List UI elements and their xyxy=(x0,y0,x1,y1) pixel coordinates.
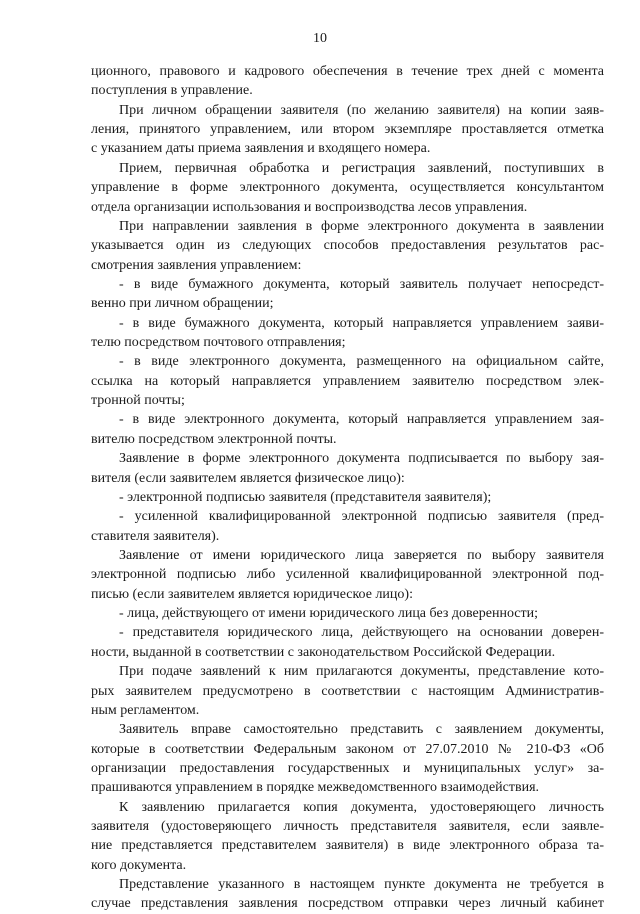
text-line: - лица, действующего от имени юридического лица без доверенности; xyxy=(119,606,539,622)
text-line: ние представляется представителем заявителя) в виде электронного образа та- xyxy=(91,838,604,854)
text-line: случае представления заявления посредством отправки через личный кабинет xyxy=(91,896,604,912)
text-line: электронной подписью либо усиленной квалифицированной электронной под- xyxy=(91,567,604,583)
text-line: ставителя заявителя). xyxy=(91,528,220,544)
text-line: телю посредством почтового отправления; xyxy=(91,335,346,351)
document-body xyxy=(91,62,604,914)
text-line: вителю посредством электронной почты. xyxy=(91,431,337,447)
text-line: Прием, первичная обработка и регистрация заявлений, поступивших в xyxy=(119,160,604,176)
text-line: поступления в управление. xyxy=(91,83,253,99)
text-line: Заявитель вправе самостоятельно представить с заявлением документы, xyxy=(119,722,604,738)
text-line: ссылка на который направляется управлением заявителю посредством элек- xyxy=(91,373,604,389)
text-line: При направлении заявления в форме электронного документа в заявлении xyxy=(119,218,604,234)
text-line: смотрения заявления управлением: xyxy=(91,257,302,273)
text-line: К заявлению прилагается копия документа, удостоверяющего личность xyxy=(119,799,604,815)
text-line: прашиваются управлением в порядке межведомственного взаимодействия. xyxy=(91,780,540,796)
text-line: управление в форме электронного документа, осуществляется консультантом xyxy=(91,180,604,196)
text-line: тронной почты; xyxy=(91,393,185,409)
text-line: отдела организации использования и воспроизводства лесов управления. xyxy=(91,199,528,215)
text-line: - электронной подписью заявителя (представителя заявителя); xyxy=(119,489,492,505)
text-line: Заявление в форме электронного документа подписывается по выбору зая- xyxy=(119,451,604,467)
page-number: 10 xyxy=(313,31,327,46)
text-line: - в виде бумажного документа, который направляется управлением заяви- xyxy=(119,315,604,331)
text-line: - в виде бумажного документа, который заявитель получает непосредст- xyxy=(119,276,604,292)
text-line: ционного, правового и кадрового обеспечения в течение трех дней с момента xyxy=(91,64,604,79)
text-line: писью (если заявителем является юридическое лицо): xyxy=(91,586,413,602)
text-line: рых заявителем предусмотрено в соответствии с настоящим Административ- xyxy=(91,683,604,699)
text-line: вителя (если заявителем является физическое лицо): xyxy=(91,470,405,486)
text-line: кого документа. xyxy=(91,857,187,873)
text-line: указывается один из следующих способов предоставления результатов рас- xyxy=(91,238,604,254)
text-line: ным регламентом. xyxy=(91,702,200,718)
text-line: ления, принятого управлением, или втором экземпляре проставляется отметка xyxy=(91,122,604,138)
text-line: Представление указанного в настоящем пункте документа не требуется в xyxy=(119,877,604,893)
text-line: При личном обращении заявителя (по желанию заявителя) на копии заяв- xyxy=(119,102,604,118)
text-line: организации предоставления государственных и муниципальных услуг» за- xyxy=(91,760,604,776)
text-line: - в виде электронного документа, который направляется управлением зая- xyxy=(119,412,604,428)
text-line: которые в соответствии Федеральным законом от 27.07.2010 № 210-ФЗ «Об xyxy=(91,741,604,757)
text-line: При подаче заявлений к ним прилагаются документы, представление кото- xyxy=(119,664,604,680)
text-line: - в виде электронного документа, размещенного на официальном сайте, xyxy=(119,354,604,370)
text-line: ности, выданной в соответствии с законодательством Российской Федерации. xyxy=(91,644,556,660)
text-line: заявителя (удостоверяющего личность представителя заявителя, если заявле- xyxy=(91,819,604,835)
text-line: - усиленной квалифицированной электронной подписью заявителя (пред- xyxy=(119,509,604,525)
text-line: Заявление от имени юридического лица заверяется по выбору заявителя xyxy=(119,547,604,563)
text-line: венно при личном обращении; xyxy=(91,296,274,312)
text-line: - представителя юридического лица, действующего на основании доверен- xyxy=(119,625,604,641)
text-line: с указанием даты приема заявления и входящего номера. xyxy=(91,141,431,157)
